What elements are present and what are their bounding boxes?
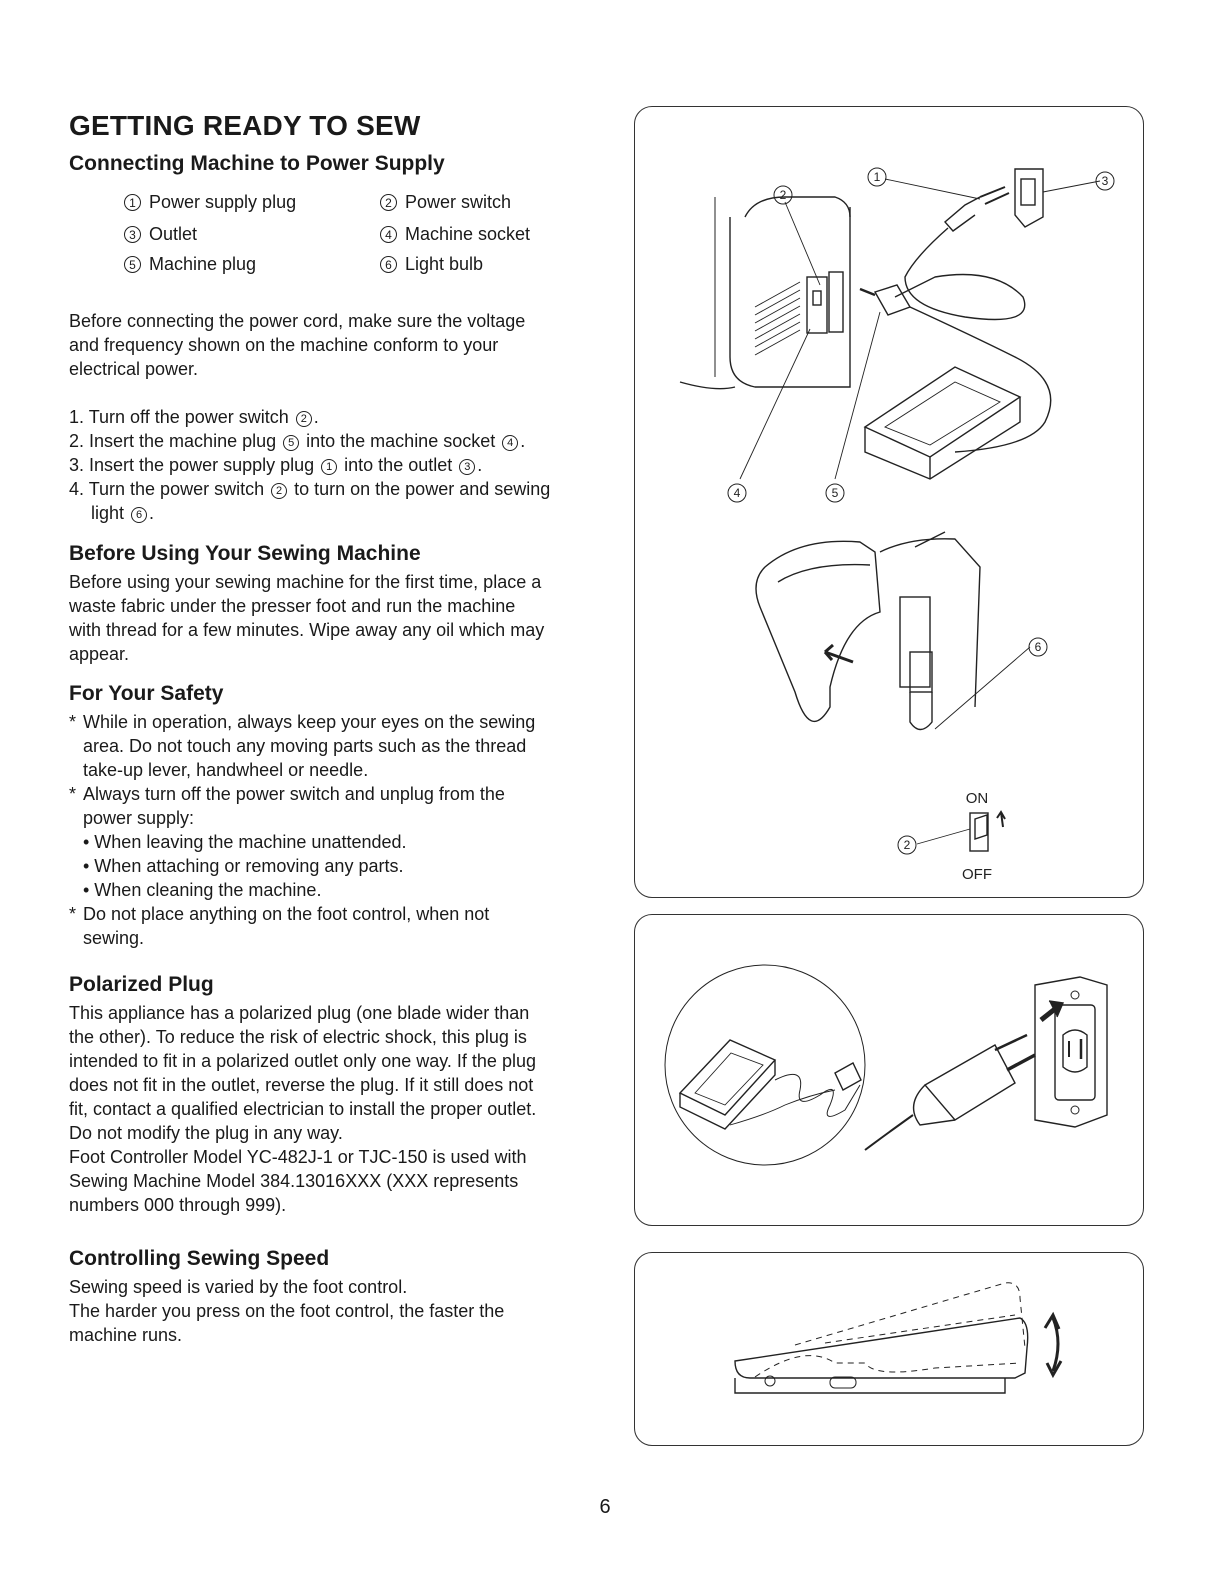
- heading-before-using: Before Using Your Sewing Machine: [69, 542, 421, 565]
- callout-number: 2: [779, 188, 787, 202]
- legend-label: Power supply plug: [149, 192, 297, 212]
- paragraph-line: does not fit in the outlet, reverse the plug. If it still does not: [69, 1075, 534, 1095]
- step-text: .: [149, 503, 155, 523]
- callout-number: 6: [131, 507, 147, 523]
- callout-number: 5: [124, 256, 141, 273]
- callout-number: 2: [380, 194, 397, 211]
- step-3: [69, 453, 609, 477]
- step-text: into the outlet: [339, 455, 458, 475]
- heading-polarized-plug: Polarized Plug: [69, 973, 214, 996]
- figure-connection-panel: [634, 106, 1144, 898]
- legend-item: [124, 224, 197, 245]
- legend-label: Machine socket: [405, 224, 531, 244]
- bullet-star: *: [69, 784, 77, 804]
- legend-item: [124, 254, 256, 275]
- callout-number: 4: [502, 435, 518, 451]
- callout-number: 5: [283, 435, 299, 451]
- paragraph-line: This appliance has a polarized plug (one blade wider than: [69, 1003, 530, 1023]
- callout-number: 4: [380, 226, 397, 243]
- legend-item: [380, 192, 511, 213]
- callout-number: 2: [903, 838, 911, 852]
- paragraph-line: machine runs.: [69, 1325, 183, 1345]
- paragraph-line: Do not modify the plug in any way.: [69, 1123, 343, 1143]
- paragraph-line: fit, contact a qualified electrician to install the proper outlet.: [69, 1099, 537, 1119]
- intro-line: Before connecting the power cord, make sure the voltage: [69, 311, 526, 331]
- figure-polarized-plug-panel: [634, 914, 1144, 1226]
- step-1: [69, 405, 609, 429]
- connection-illustration: [635, 107, 1145, 899]
- legend-item: [380, 254, 483, 275]
- bullet-line: area. Do not touch any moving parts such as the thread: [83, 736, 527, 756]
- heading-controlling-speed: Controlling Sewing Speed: [69, 1247, 330, 1270]
- callout-number: 5: [831, 486, 839, 500]
- foot-control-illustration: [635, 1253, 1145, 1447]
- bullet-star: *: [69, 712, 77, 732]
- step-text: .: [477, 455, 483, 475]
- page-title: GETTING READY TO SEW: [69, 110, 421, 141]
- paragraph-line: Sewing speed is varied by the foot control.: [69, 1277, 408, 1297]
- callout-number: 2: [296, 411, 312, 427]
- paragraph-line: waste fabric under the presser foot and run the machine: [69, 596, 516, 616]
- safety-bullet: [69, 710, 599, 734]
- sub-bullet: • When attaching or removing any parts.: [83, 856, 404, 876]
- callout-number: 6: [380, 256, 397, 273]
- bullet-line: take-up lever, handwheel or needle.: [83, 760, 369, 780]
- step-4: [69, 477, 609, 501]
- figure-speed-panel: [634, 1252, 1144, 1446]
- legend-label: Power switch: [405, 192, 512, 212]
- step-text: into the machine socket: [301, 431, 501, 451]
- bullet-text: While in operation, always keep your eyes on the sewing: [83, 712, 536, 732]
- legend-item: [124, 192, 296, 213]
- step-text: 1. Turn off the power switch: [69, 407, 294, 427]
- intro-line: electrical power.: [69, 359, 199, 379]
- paragraph-line: intended to fit in a polarized outlet only one way. If the plug: [69, 1051, 536, 1071]
- paragraph-line: Before using your sewing machine for the first time, place a: [69, 572, 542, 592]
- callout-number: 4: [733, 486, 741, 500]
- step-text: 4. Turn the power switch: [69, 479, 270, 499]
- bullet-text: Do not place anything on the foot control, when not: [83, 904, 490, 924]
- callout-number: 1: [873, 170, 881, 184]
- callout-number: 1: [124, 194, 141, 211]
- callout-number: 2: [271, 483, 287, 499]
- step-text: to turn on the power and sewing: [289, 479, 551, 499]
- page-number: 6: [599, 1496, 611, 1518]
- switch-on-label: ON: [965, 790, 989, 807]
- paragraph-line: Sewing Machine Model 384.13016XXX (XXX represents: [69, 1171, 519, 1191]
- paragraph-line: Foot Controller Model YC-482J-1 or TJC-150 is used with: [69, 1147, 527, 1167]
- heading-connecting: Connecting Machine to Power Supply: [69, 152, 445, 175]
- step-text: .: [520, 431, 526, 451]
- paragraph-line: appear.: [69, 644, 130, 664]
- step-text: light: [91, 503, 130, 523]
- callout-number: 3: [1101, 174, 1109, 188]
- callout-number: 3: [459, 459, 475, 475]
- step-text: 3. Insert the power supply plug: [69, 455, 320, 475]
- legend-label: Outlet: [149, 224, 198, 244]
- switch-off-label: OFF: [962, 866, 992, 883]
- bullet-line: power supply:: [83, 808, 195, 828]
- paragraph-line: numbers 000 through 999).: [69, 1195, 287, 1215]
- heading-safety: For Your Safety: [69, 682, 224, 705]
- safety-bullet: [69, 902, 599, 926]
- legend-label: Machine plug: [149, 254, 257, 274]
- safety-bullet: [69, 782, 599, 806]
- step-text: 2. Insert the machine plug: [69, 431, 282, 451]
- bullet-text: Always turn off the power switch and unplug from the: [83, 784, 505, 804]
- paragraph-line: the other). To reduce the risk of electric shock, this plug is: [69, 1027, 527, 1047]
- step-2: [69, 429, 609, 453]
- step-4-continued: [69, 501, 631, 525]
- step-text: .: [313, 407, 319, 427]
- callout-number: 1: [321, 459, 337, 475]
- bullet-line: sewing.: [83, 928, 145, 948]
- paragraph-line: The harder you press on the foot control, the faster the: [69, 1301, 505, 1321]
- sub-bullet: • When leaving the machine unattended.: [83, 832, 407, 852]
- bullet-star: *: [69, 904, 77, 924]
- paragraph-line: with thread for a few minutes. Wipe away any oil which may: [69, 620, 545, 640]
- legend-item: [380, 224, 530, 245]
- callout-number: 6: [1034, 640, 1042, 654]
- sub-bullet: • When cleaning the machine.: [83, 880, 322, 900]
- intro-line: and frequency shown on the machine conform to your: [69, 335, 499, 355]
- callout-number: 3: [124, 226, 141, 243]
- polarized-plug-illustration: [635, 915, 1145, 1227]
- legend-label: Light bulb: [405, 254, 484, 274]
